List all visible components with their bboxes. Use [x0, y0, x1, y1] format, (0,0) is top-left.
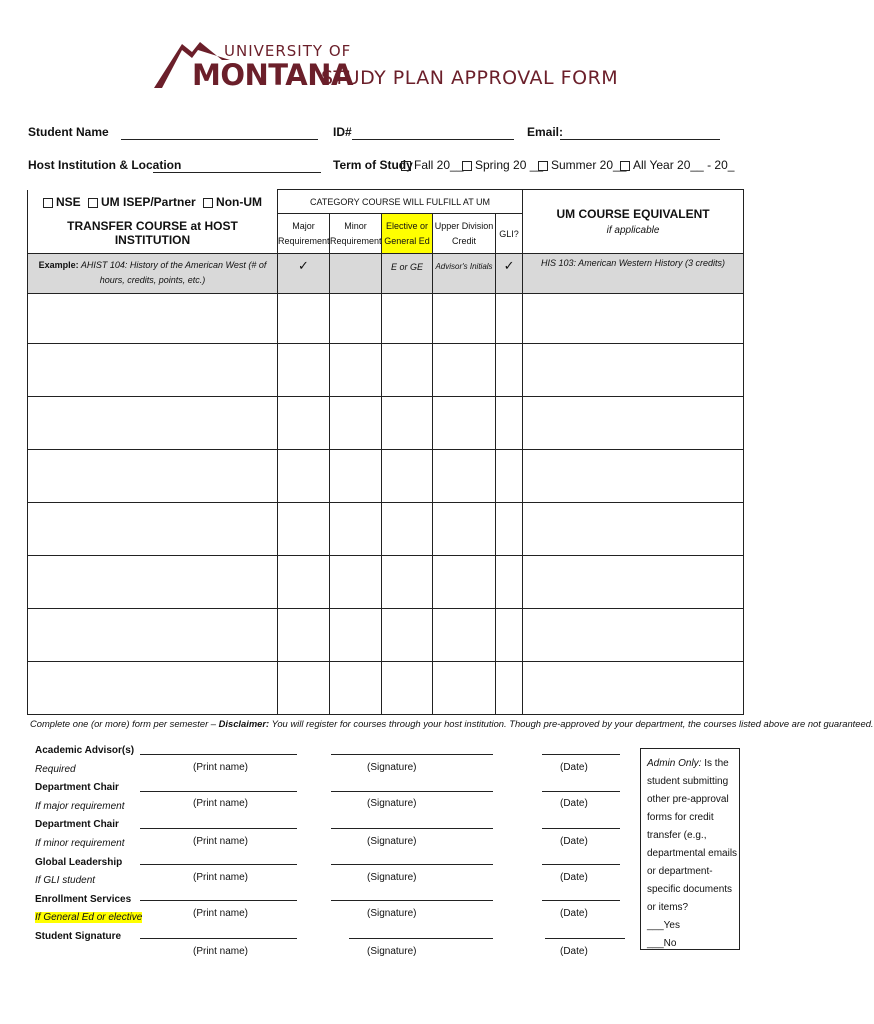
university-text: UNIVERSITY OF	[224, 42, 352, 60]
print-name-line[interactable]	[140, 754, 297, 755]
minor-col: Minor Requirement	[330, 214, 382, 254]
date-caption: (Date)	[560, 872, 588, 883]
print-name-caption: (Print name)	[193, 798, 249, 809]
date-caption: (Date)	[560, 946, 588, 957]
date-line[interactable]	[542, 864, 620, 865]
id-label: ID#	[333, 125, 352, 139]
signature-caption: (Signature)	[367, 872, 417, 883]
form-title: STUDY PLAN APPROVAL FORM	[321, 67, 619, 89]
id-field[interactable]	[352, 139, 514, 140]
upper-col: Upper Division Credit	[433, 214, 496, 254]
transfer-course-label: TRANSFER COURSE at HOST INSTITUTION	[67, 219, 238, 248]
print-name-caption: (Print name)	[193, 762, 249, 773]
gli-col: GLI?	[496, 214, 523, 254]
term-spring[interactable]: Spring 20 __	[462, 158, 543, 172]
date-line[interactable]	[542, 900, 620, 901]
spring-checkbox[interactable]	[462, 161, 472, 171]
nse-option[interactable]: NSE	[43, 195, 81, 209]
date-caption: (Date)	[560, 798, 588, 809]
date-line[interactable]	[545, 938, 625, 939]
signature-line[interactable]	[331, 900, 493, 901]
print-name-line[interactable]	[140, 938, 297, 939]
transfer-course-header	[28, 190, 278, 254]
course-row[interactable]	[28, 662, 744, 715]
course-row[interactable]	[28, 556, 744, 609]
print-name-caption: (Print name)	[193, 946, 249, 957]
signature-line[interactable]	[331, 754, 493, 755]
course-table	[27, 189, 744, 715]
print-name-line[interactable]	[140, 791, 297, 792]
student-name-label: Student Name	[28, 125, 109, 139]
summer-checkbox[interactable]	[538, 161, 548, 171]
signature-line[interactable]	[331, 864, 493, 865]
course-row[interactable]	[28, 609, 744, 662]
elective-col: Elective or General Ed	[382, 214, 433, 254]
um-equivalent-header: UM COURSE EQUIVALENT if applicable	[523, 190, 744, 254]
admin-no[interactable]: ___No	[647, 938, 677, 949]
signature-caption: (Signature)	[367, 908, 417, 919]
nonum-option[interactable]: Non-UM	[203, 195, 262, 209]
host-field[interactable]	[153, 172, 321, 173]
print-name-caption: (Print name)	[193, 872, 249, 883]
term-allyear[interactable]: All Year 20__ - 20_	[620, 158, 734, 172]
course-row[interactable]	[28, 397, 744, 450]
isep-option[interactable]: UM ISEP/Partner	[88, 195, 196, 209]
email-label: Email:	[527, 125, 564, 139]
date-caption: (Date)	[560, 762, 588, 773]
admin-only-box: Admin Only: Is the student submitting other pre-approval forms for credit transfer (e.g., departmental emails or department-specific documents or items? ___Yes ___No	[640, 748, 740, 950]
date-line[interactable]	[542, 791, 620, 792]
date-line[interactable]	[542, 754, 620, 755]
nonum-checkbox[interactable]	[203, 198, 213, 208]
montana-text: MONTANA	[192, 58, 353, 92]
date-caption: (Date)	[560, 908, 588, 919]
major-col: Major Requirement	[278, 214, 330, 254]
signature-caption: (Signature)	[367, 836, 417, 847]
example-row: Example: AHIST 104: History of the American West (# of hours, credits, points, etc.) ✓ E or GE Advisor's Initials ✓ HIS 103: American Western History (3 credits)	[28, 254, 744, 294]
host-label: Host Institution & Location	[28, 158, 182, 172]
signature-line[interactable]	[331, 828, 493, 829]
date-line[interactable]	[542, 828, 620, 829]
admin-yes[interactable]: ___Yes	[647, 920, 680, 931]
course-row[interactable]	[28, 294, 744, 344]
signature-caption: (Signature)	[367, 946, 417, 957]
disclaimer: Complete one (or more) form per semester – Disclaimer: You will register for courses through your host institution. Though pre-approved by your department, the courses listed above are not guaranteed.	[30, 718, 874, 729]
fall-checkbox[interactable]	[401, 161, 411, 171]
print-name-line[interactable]	[140, 828, 297, 829]
date-caption: (Date)	[560, 836, 588, 847]
course-row[interactable]	[28, 450, 744, 503]
print-name-caption: (Print name)	[193, 836, 249, 847]
signature-caption: (Signature)	[367, 798, 417, 809]
course-row[interactable]	[28, 344, 744, 397]
email-field[interactable]	[560, 139, 720, 140]
student-name-field[interactable]	[121, 139, 318, 140]
signature-line[interactable]	[331, 791, 493, 792]
allyear-checkbox[interactable]	[620, 161, 630, 171]
category-header: CATEGORY COURSE WILL FULFILL AT UM	[278, 190, 523, 214]
term-fall[interactable]: Fall 20__	[401, 158, 463, 172]
term-label: Term of Study	[333, 158, 413, 172]
print-name-caption: (Print name)	[193, 908, 249, 919]
signature-labels: Academic Advisor(s) Required Department Chair If major requirement Department Chair If minor requirement Global Leadership If GLI student Enrollment Services If General Ed or elective Student Signature	[35, 745, 143, 942]
nse-checkbox[interactable]	[43, 198, 53, 208]
signature-line[interactable]	[349, 938, 493, 939]
course-row[interactable]	[28, 503, 744, 556]
isep-checkbox[interactable]	[88, 198, 98, 208]
term-summer[interactable]: Summer 20__	[538, 158, 626, 172]
print-name-line[interactable]	[140, 900, 297, 901]
print-name-line[interactable]	[140, 864, 297, 865]
signature-caption: (Signature)	[367, 762, 417, 773]
